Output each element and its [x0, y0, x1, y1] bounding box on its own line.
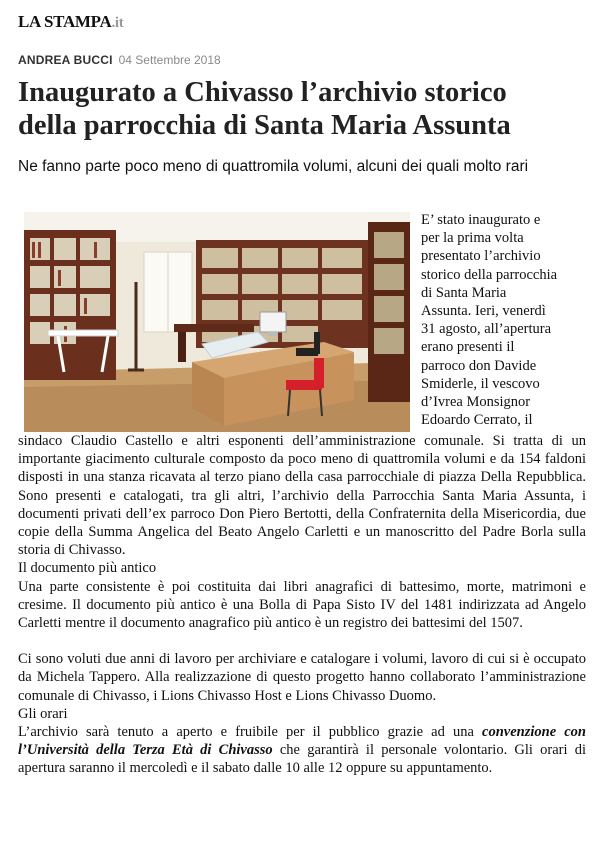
- publish-date: 04 Settembre 2018: [118, 53, 221, 67]
- author-name: ANDREA BUCCI: [18, 53, 113, 67]
- convention-emphasis: convenzione con l’Università della Terza Età di Chivasso: [18, 724, 587, 759]
- intro-line: d’Ivrea Monsignor: [421, 394, 531, 411]
- byline: [18, 53, 221, 67]
- intro-line: 31 agosto, all’apertura: [421, 321, 552, 338]
- intro-line: presentato l’archivio: [421, 248, 541, 265]
- paragraph-spacer: [18, 632, 586, 650]
- masthead-name: LA STAMPA: [18, 12, 112, 31]
- intro-line: Smiderle, il vescovo: [421, 375, 540, 392]
- article-title-line-2: della parrocchia di Santa Maria Assunta: [18, 110, 511, 141]
- article-photo: [24, 212, 410, 432]
- article-title: [18, 76, 588, 142]
- hours-text-before: L’archivio sarà tenuto a aperto e fruibile per il pubblico grazie ad una: [18, 724, 483, 741]
- paragraph-registers: Una parte consistente è poi costituita dai libri anagrafici di battesimo, morte, matrimoni e cresime. Il documento più antico è una Bolla di Papa Sisto IV del 1481 indirizzata ad Angelo Carletti mentre il documento anagrafico più antico è un registro dei battesimi del 1507.: [18, 578, 586, 632]
- masthead-tld: .it: [111, 15, 124, 31]
- paragraph-hours: [18, 723, 586, 778]
- section-heading-hours: Gli orari: [18, 705, 68, 722]
- intro-line: erano presenti il: [421, 339, 515, 356]
- hours-text-after: che garantirà il personale volontario. Gli orari di apertura saranno il mercoledì e il sabato dalle 10 alle 12 oppure su appuntamento.: [18, 742, 587, 777]
- paragraph-work: Ci sono voluti due anni di lavoro per archiviare e catalogare i volumi, lavoro di cui si è occupato da Michela Tappero. Alla realizzazione di questo progetto hanno collaborato l’amministrazione comunale di Chivasso, i Lions Chivasso Host e Lions Chivasso Duomo.: [18, 651, 586, 704]
- intro-line: di Santa Maria: [421, 284, 507, 301]
- article-title-line-1: Inaugurato a Chivasso l’archivio storico: [18, 77, 507, 108]
- intro-line: per la prima volta: [421, 230, 524, 247]
- article-subtitle: Ne fanno parte poco meno di quattromila volumi, alcuni dei quali molto rari: [18, 158, 529, 175]
- section-heading-oldest-document: Il documento più antico: [18, 560, 157, 577]
- paragraph-intro-continued: sindaco Claudio Castello e altri esponenti dell’amministrazione comunale. Si tratta di un importante giacimento culturale composto da poco meno di quattromila volumi e da 154 faldoni disposti in una stanza ricavata al terzo piano della casa parrocchiale di piazza Della Repubblica. Sono presenti e catalogati, tra gli altri, l’archivio della Parrocchia Santa Maria Assunta, i documenti privati dell’ex parroco Don Piero Bertotti, della Confraternita della Misericordia, due copie della Summa Angelica del Beato Angelo Carletti e un manoscritto del Padre Borla sulla storia di Chivasso.: [18, 433, 586, 559]
- intro-line: Edoardo Cerrato, il: [421, 412, 533, 429]
- intro-line: storico della parrocchia: [421, 266, 558, 283]
- intro-line: parroco don Davide: [421, 357, 537, 374]
- masthead-logo[interactable]: [18, 12, 124, 32]
- article-body: [18, 432, 586, 778]
- intro-line: Assunta. Ieri, venerdì: [421, 303, 546, 320]
- intro-float-column: [421, 211, 586, 429]
- intro-line: E’ stato inaugurato e: [421, 212, 541, 228]
- archive-room-illustration: [24, 212, 410, 432]
